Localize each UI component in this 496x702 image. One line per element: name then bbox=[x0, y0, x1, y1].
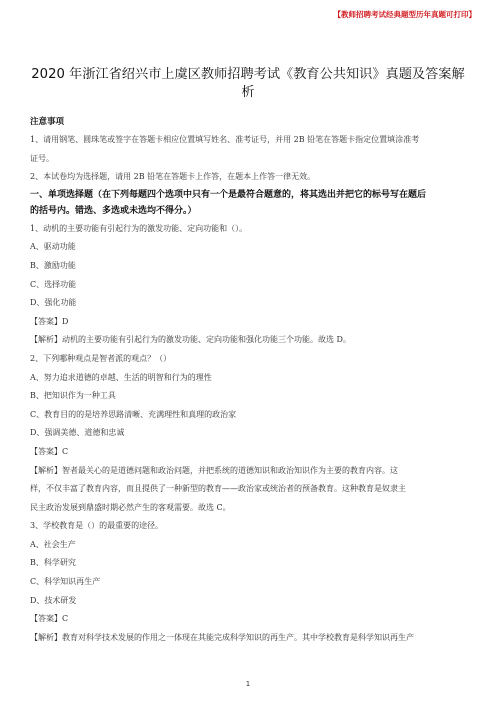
answer: 【答案】C bbox=[30, 614, 69, 624]
section-heading-line: 的括号内。错选、多选或未选均不得分。） bbox=[30, 206, 197, 217]
option: C、科学知识再生产 bbox=[30, 577, 101, 587]
notice-line: 证号。 bbox=[30, 153, 54, 163]
notice-block bbox=[30, 131, 470, 187]
option: B、科学研究 bbox=[30, 558, 76, 568]
option: C、教育目的的是培养思路清晰、充满理性和真理的政治家 bbox=[30, 409, 237, 419]
answer: 【答案】C bbox=[30, 446, 69, 456]
section-heading bbox=[30, 187, 470, 220]
option: D、技术研发 bbox=[30, 595, 77, 605]
option: D、强化功能 bbox=[30, 298, 77, 308]
question-stem: 3、学校教育是（）的最重要的途径。 bbox=[30, 521, 164, 531]
question-stem: 2、下列哪种观点是智者派的观点？（） bbox=[30, 353, 172, 363]
explanation: 民主政治发展到鼎盛时期必然产生的客观需要。故选 C。 bbox=[30, 502, 231, 512]
option: A、驱动功能 bbox=[30, 242, 76, 252]
header-banner: 【教师招聘考试经典题型历年真题可打印】 bbox=[333, 10, 476, 19]
page-number: 1 bbox=[245, 680, 251, 688]
title-line-1: 2020 年浙江省绍兴市上虞区教师招聘考试《教育公共知识》真题及答案解 bbox=[31, 67, 465, 82]
option: A、努力追求道德的卓越、生活的明智和行为的理性 bbox=[30, 372, 212, 382]
option: C、选择功能 bbox=[30, 279, 77, 289]
notice-line: 1、请用钢笔、圆珠笔或签字在答题卡相应位置填写姓名、准考证号，并用 2B 铅笔在答题卡指定位置填涂准考 bbox=[30, 135, 420, 144]
question-stem: 1、动机的主要功能有引起行为的激发功能、定向功能和（）。 bbox=[30, 223, 248, 233]
document-body bbox=[30, 113, 470, 647]
title-line-2: 析 bbox=[241, 85, 255, 100]
explanation: 【解析】智者最关心的是道德问题和政治问题，并把系统的道德知识和政治知识作为主要的教育内容。这 bbox=[30, 465, 398, 475]
explanation: 样，不仅丰富了教育内容，而且提供了一种新型的教育——政治家或统治者的预备教育。这种教育是奴隶主 bbox=[30, 484, 406, 494]
answer: 【答案】D bbox=[30, 316, 69, 326]
notice-heading: 注意事项 bbox=[30, 117, 65, 127]
option: A、社会生产 bbox=[30, 539, 76, 549]
notice-line: 2、本试卷均为选择题，请用 2B 铅笔在答题卡上作答，在题本上作答一律无效。 bbox=[30, 172, 316, 182]
document-title bbox=[30, 66, 466, 102]
explanation: 【解析】教育对科学技术发展的作用之一体现在其能完成科学知识的再生产。其中学校教育是科学知识再生产 bbox=[30, 632, 414, 642]
option: D、强调美德、道德和忠诚 bbox=[30, 428, 125, 438]
option: B、激励功能 bbox=[30, 260, 76, 270]
explanation: 【解析】动机的主要功能有引起行为的激发功能、定向功能和强化功能三个功能。故选 D。 bbox=[30, 335, 351, 345]
question-list bbox=[30, 220, 470, 648]
option: B、把知识作为一种工具 bbox=[30, 391, 116, 401]
section-heading-line: 一、单项选择题（在下列每题四个选项中只有一个是最符合题意的，将其选出并把它的标号写在题后 bbox=[30, 189, 427, 200]
